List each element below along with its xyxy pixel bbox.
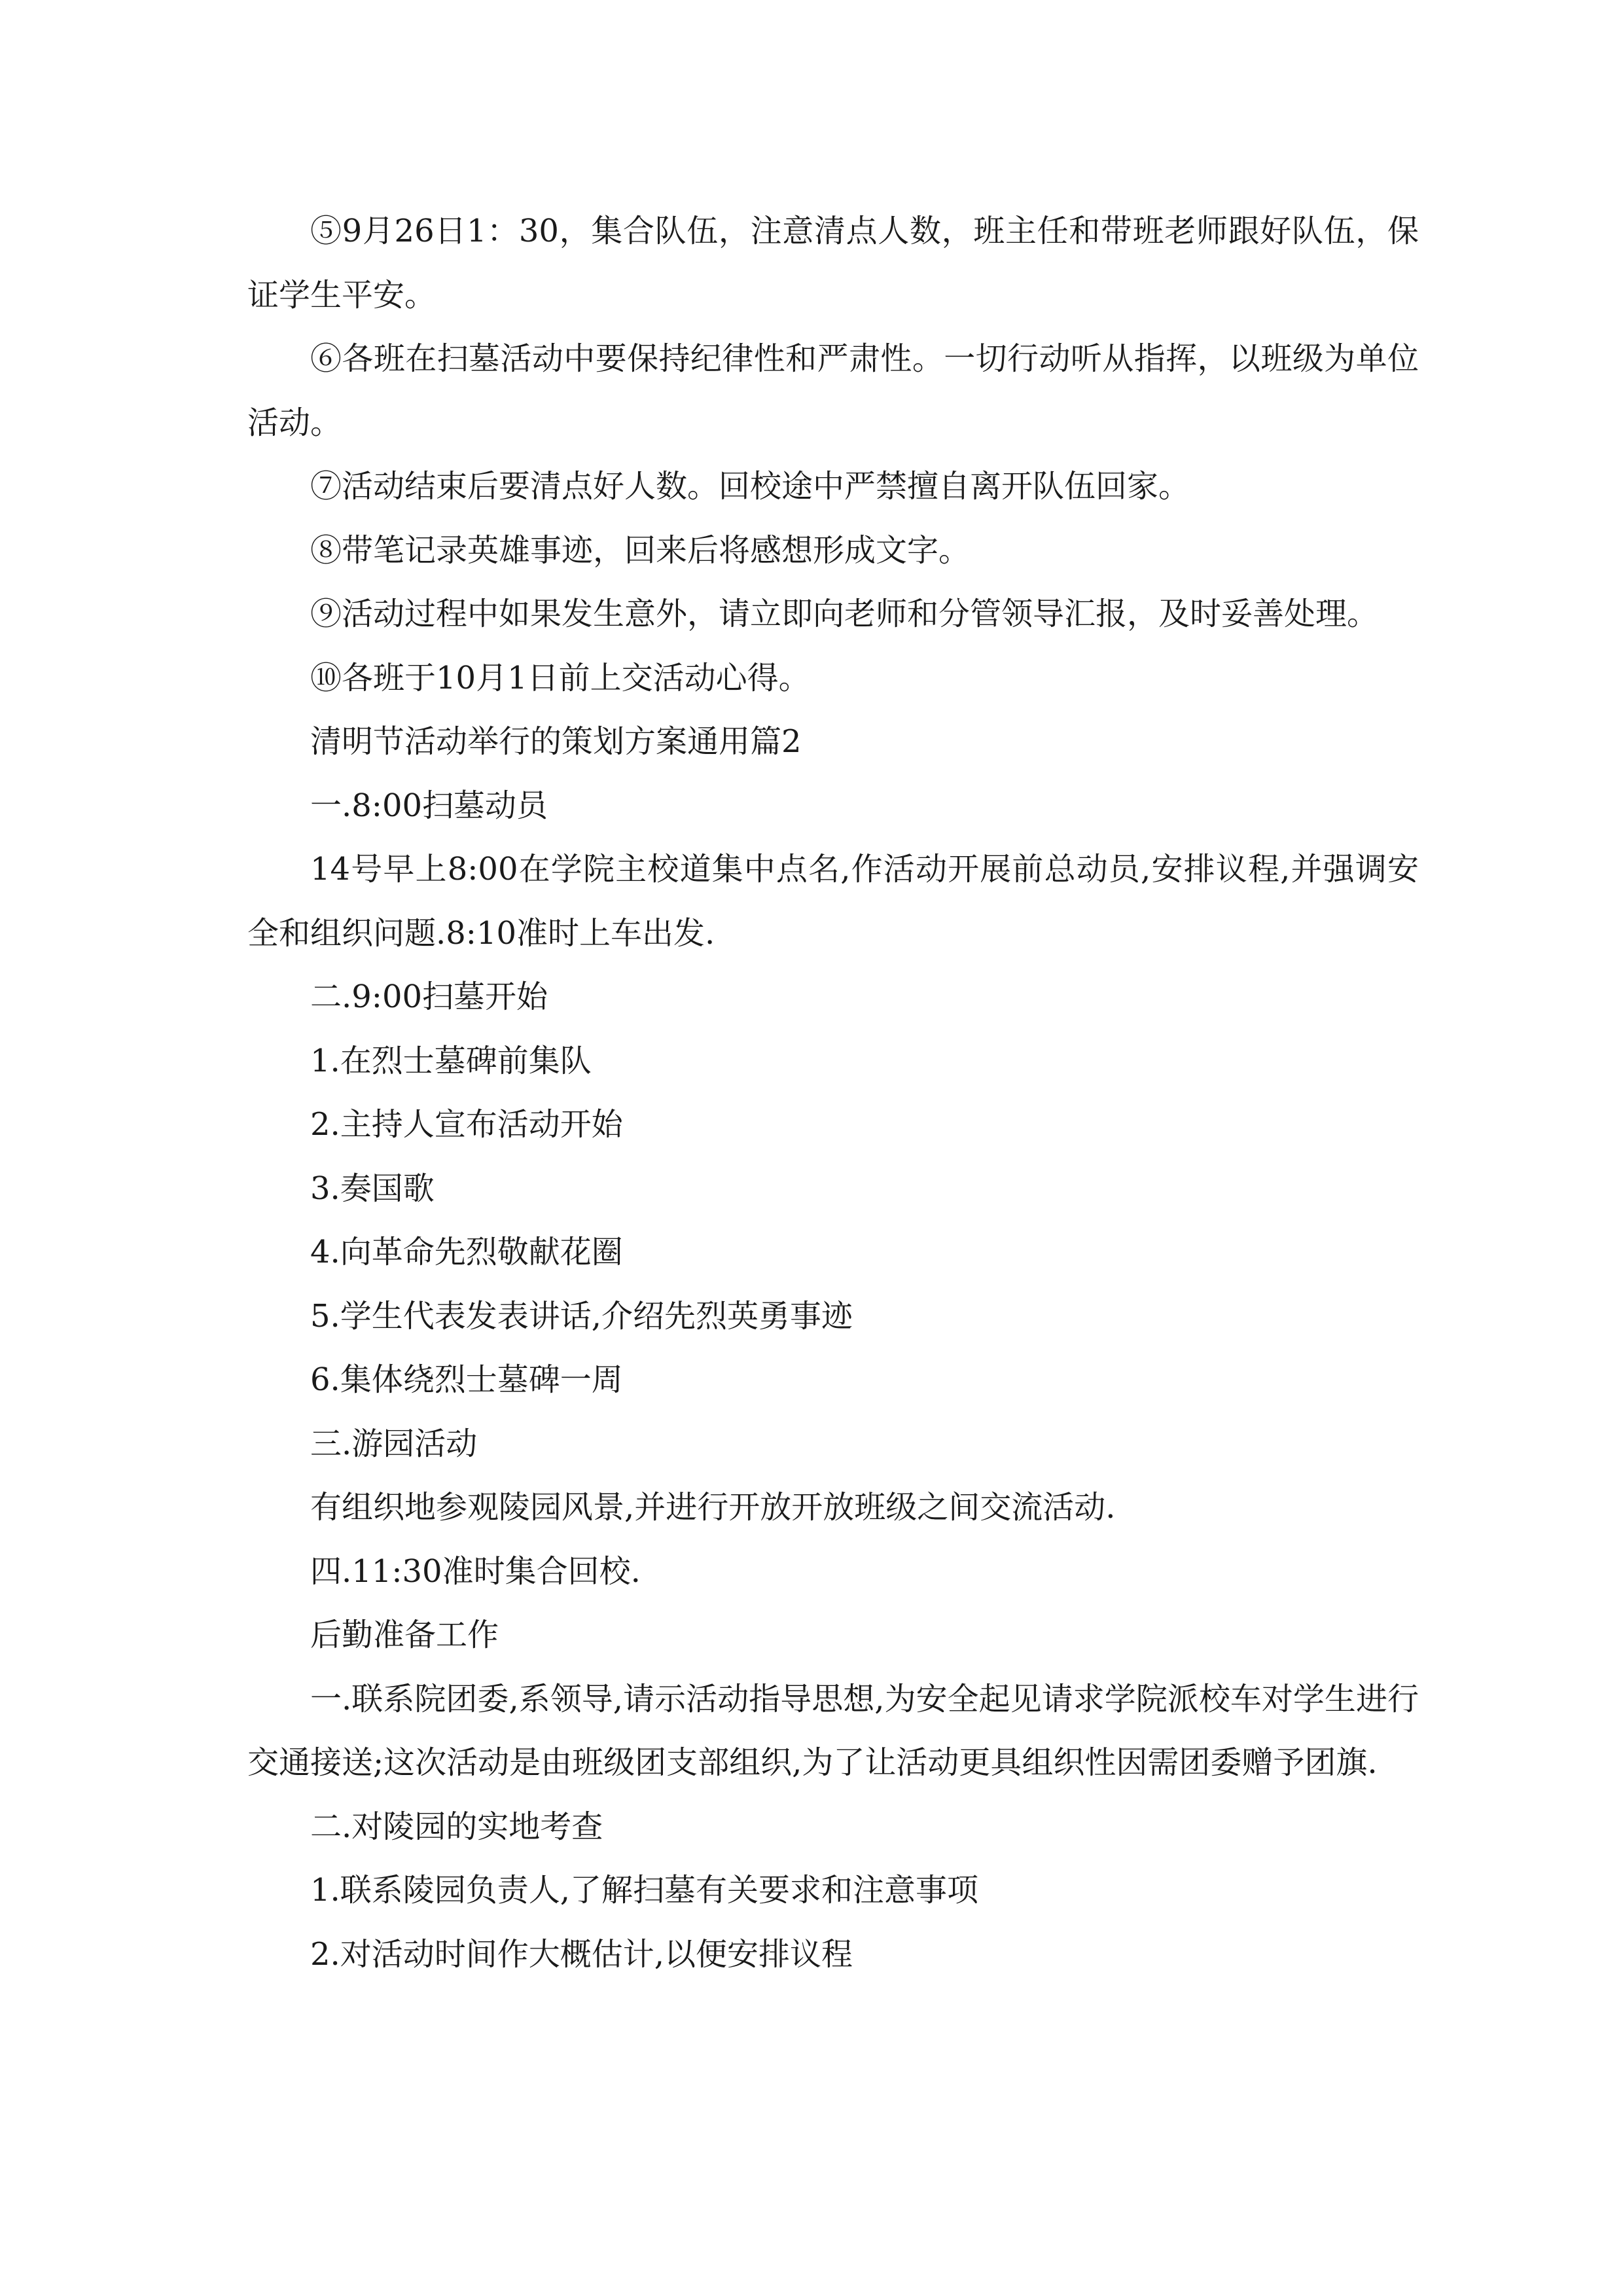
- list-item: 2.主持人宣布活动开始: [310, 1106, 623, 1143]
- list-item: 6.集体绕烈士墓碑一周: [310, 1361, 623, 1398]
- list-item: 4.向革命先烈敬献花圈: [310, 1234, 623, 1270]
- paragraph-item-7: ⑦活动结束后要清点好人数。回校途中严禁擅自离开队伍回家。: [310, 468, 1190, 505]
- paragraph-item-6: ⑥各班在扫墓活动中要保持纪律性和严肃性。一切行动听从指挥，以班级为单位活动。: [247, 340, 1419, 441]
- logistics-item-1: 一.联系院团委,系领导,请示活动指导思想,为安全起见请求学院派校车对学生进行交通接送;这次活动是由班级团支部组织,为了让活动更具组织性因需团委赠予团旗.: [247, 1680, 1419, 1781]
- step-heading-2: 二.9:00扫墓开始: [310, 978, 548, 1015]
- list-item: 1.在烈士墓碑前集队: [310, 1042, 592, 1079]
- list-item: 2.对活动时间作大概估计,以便安排议程: [310, 1935, 853, 1973]
- logistics-heading: 后勤准备工作: [310, 1617, 499, 1653]
- logistics-item-2: 二.对陵园的实地考查: [310, 1808, 603, 1845]
- step-heading-3: 三.游园活动: [310, 1425, 478, 1462]
- step-detail-1: 14号早上8:00在学院主校道集中点名,作活动开展前总动员,安排议程,并强调安全和组织问题.8:10准时上车出发.: [247, 851, 1419, 952]
- document-body: [247, 200, 1419, 1986]
- step-heading-4: 四.11:30准时集合回校.: [310, 1552, 641, 1590]
- list-item: 5.学生代表发表讲话,介绍先烈英勇事迹: [310, 1297, 853, 1335]
- paragraph-item-8: ⑧带笔记录英雄事迹，回来后将感想形成文字。: [310, 531, 971, 569]
- paragraph-item-10: ⑩各班于10月1日前上交活动心得。: [310, 659, 810, 696]
- list-item: 1.联系陵园负责人,了解扫墓有关要求和注意事项: [310, 1872, 979, 1909]
- list-item: 3.奏国歌: [310, 1170, 435, 1207]
- step-heading-1: 一.8:00扫墓动员: [310, 787, 548, 824]
- section-heading: 清明节活动举行的策划方案通用篇2: [310, 723, 802, 760]
- step-detail-3: 有组织地参观陵园风景,并进行开放开放班级之间交流活动.: [310, 1489, 1116, 1526]
- paragraph-item-5: ⑤9月26日1：30，集合队伍，注意清点人数，班主任和带班老师跟好队伍，保证学生平安。: [247, 213, 1419, 314]
- paragraph-item-9: ⑨活动过程中如果发生意外，请立即向老师和分管领导汇报，及时妥善处理。: [310, 596, 1379, 632]
